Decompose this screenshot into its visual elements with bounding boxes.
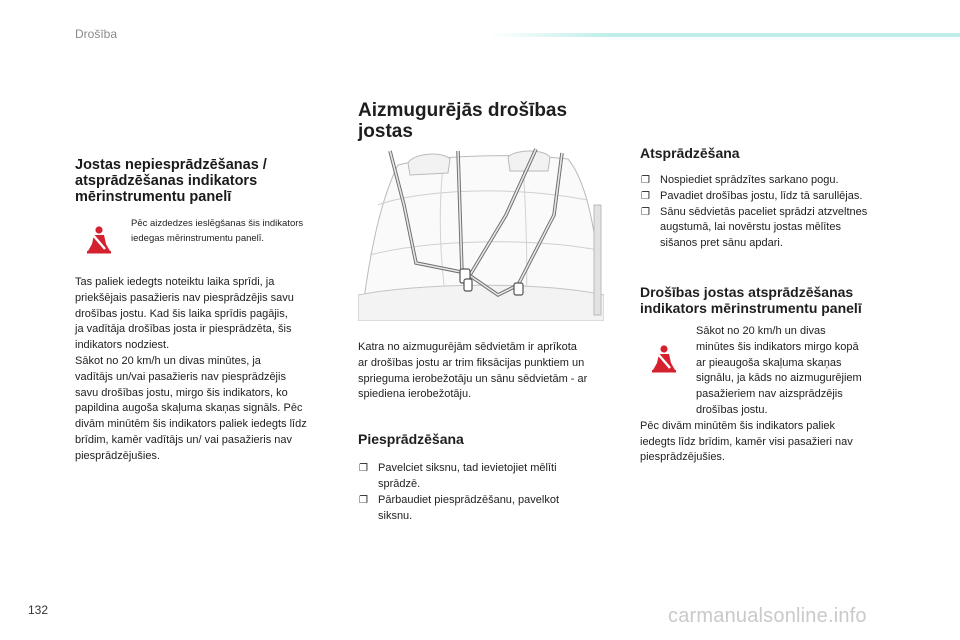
note-line: ar pieaugoša skaļuma skaņas [696,356,842,369]
list-item [640,189,910,205]
body-line: iedegts līdz brīdim, kamēr visi pasažieri nav [640,435,853,448]
body-line: Pēc divām minūtēm šis indikators paliek [640,419,836,432]
bullet-icon: ❐ [641,190,650,202]
list-item [640,173,910,189]
step-line: Pavadiet drošības jostu, līdz tā sarullējas. [660,189,863,202]
page-number: 132 [28,603,49,617]
list-item [358,493,620,525]
rear-indicator-heading [640,284,910,316]
intro-line: spriegumа ierobežotāju un sānu sēdvietām - ar [358,372,588,385]
indicator-note-line: Pēc aizdedzes ieslēgšanas šis indikators [131,218,304,230]
body-line: brīdim, kamēr vadītājs un/ vai pasažieris nav [75,434,293,447]
indicator-note-line: iedegas mērinstrumentu panelī. [131,232,265,244]
body-line: priekšējais pasažieris nav piesprādzējis savu [75,291,294,304]
body-line: ja vadītāja drošības josta ir piesprādzēta, šis [75,323,292,336]
step-line: Pavelciet siksnu, tad ievietojiet mēlīti [378,462,557,475]
seatbelt-indicator-heading [75,157,341,205]
left-column [75,145,341,465]
seatbelt-warning-icon [75,217,123,255]
note-line: Sākot no 20 km/h un divas [696,324,826,337]
seatbelt-warning-icon [640,324,688,374]
step-line: siksnu. [378,509,413,522]
intro-line: ar drošības jostu ar trim fiksācijas punktiem un [358,356,585,369]
bullet-icon: ❐ [641,175,650,186]
header-accent-bar [490,33,960,37]
rear-seatbelts-illustration [358,145,604,321]
list-item [358,461,620,493]
rear-belts-intro [358,340,620,403]
middle-column [358,100,620,142]
unfasten-steps [640,173,910,252]
body-line: savu drošības jostu, mirgo šis indikators, ko [75,386,288,399]
body-line: drošības jostu. Kad šis laika sprīdis pagājis, [75,307,288,320]
heading-line: mērinstrumentu panelī [75,189,232,206]
right-column [640,145,910,466]
body-line: papildina augoša skaļuma skaņas signāls. Pēc [75,402,303,415]
watermark: carmanualsonline.info [668,605,867,627]
body-line: piesprādzējušies. [75,449,160,462]
note-line: drošības jostu. [696,403,768,416]
left-body-text [75,275,341,465]
intro-line: spiediena ierobežotāju. [358,388,472,401]
page-title [358,100,620,142]
bullet-icon: ❐ [359,494,368,506]
unfasten-heading: Atsprādzēšana [640,145,740,161]
step-line: Nospiediet sprādzītes sarkano pogu. [660,174,839,186]
body-line: Tas paliek iedegts noteiktu laika sprīdi, ja [75,276,275,289]
note-line: signālu, ja kāds no aizmugurējiem [696,372,862,385]
body-line: indikators nodziest. [75,339,170,352]
step-line: Sānu sēdvietās paceliet sprādzi atzveltnes [660,205,868,218]
body-line: piesprādzējušies. [640,451,725,464]
body-line: divām minūtēm šis indikators paliek iedegts līdz [75,418,307,431]
step-line: sišanos pret sānu apdari. [660,237,783,250]
note-line: minūtes šis indikators mirgo kopā [696,340,859,353]
bullet-icon: ❐ [641,206,650,218]
step-line: sprādzē. [378,477,421,490]
fasten-heading: Piesprādzēšana [358,431,464,448]
body-line: Sākot no 20 km/h un divas minūtes, ja [75,355,261,368]
heading-line: atsprādzēšanas indikators [75,173,258,190]
title-line: jostas [358,121,413,142]
title-line: Aizmugurējās drošības [358,100,568,121]
rear-indicator-note [640,324,910,419]
heading-line: Jostas nepiesprādzēšanas / [75,157,267,174]
right-body-text [640,419,910,466]
indicator-note [75,217,341,255]
list-item [640,205,910,252]
note-line: pasažieriem nav aizsprādzējis [696,388,843,401]
middle-text-block [358,340,620,524]
heading-line: Drošības jostas atsprādzēšanas [640,283,854,300]
heading-line: indikators mērinstrumentu panelī [640,299,862,316]
body-line: vadītājs un/vai pasažieris nav piesprādzējis [75,370,286,383]
fasten-steps [358,461,620,524]
bullet-icon: ❐ [359,463,368,475]
step-line: augstumā, lai novērstu jostas mēlītes [660,221,841,234]
intro-line: Katra no aizmugurējām sēdvietām ir aprīkota [358,341,577,353]
section-title: Drošība [75,27,118,41]
step-line: Pārbaudiet piesprādzēšanu, pavelkot [378,493,560,506]
